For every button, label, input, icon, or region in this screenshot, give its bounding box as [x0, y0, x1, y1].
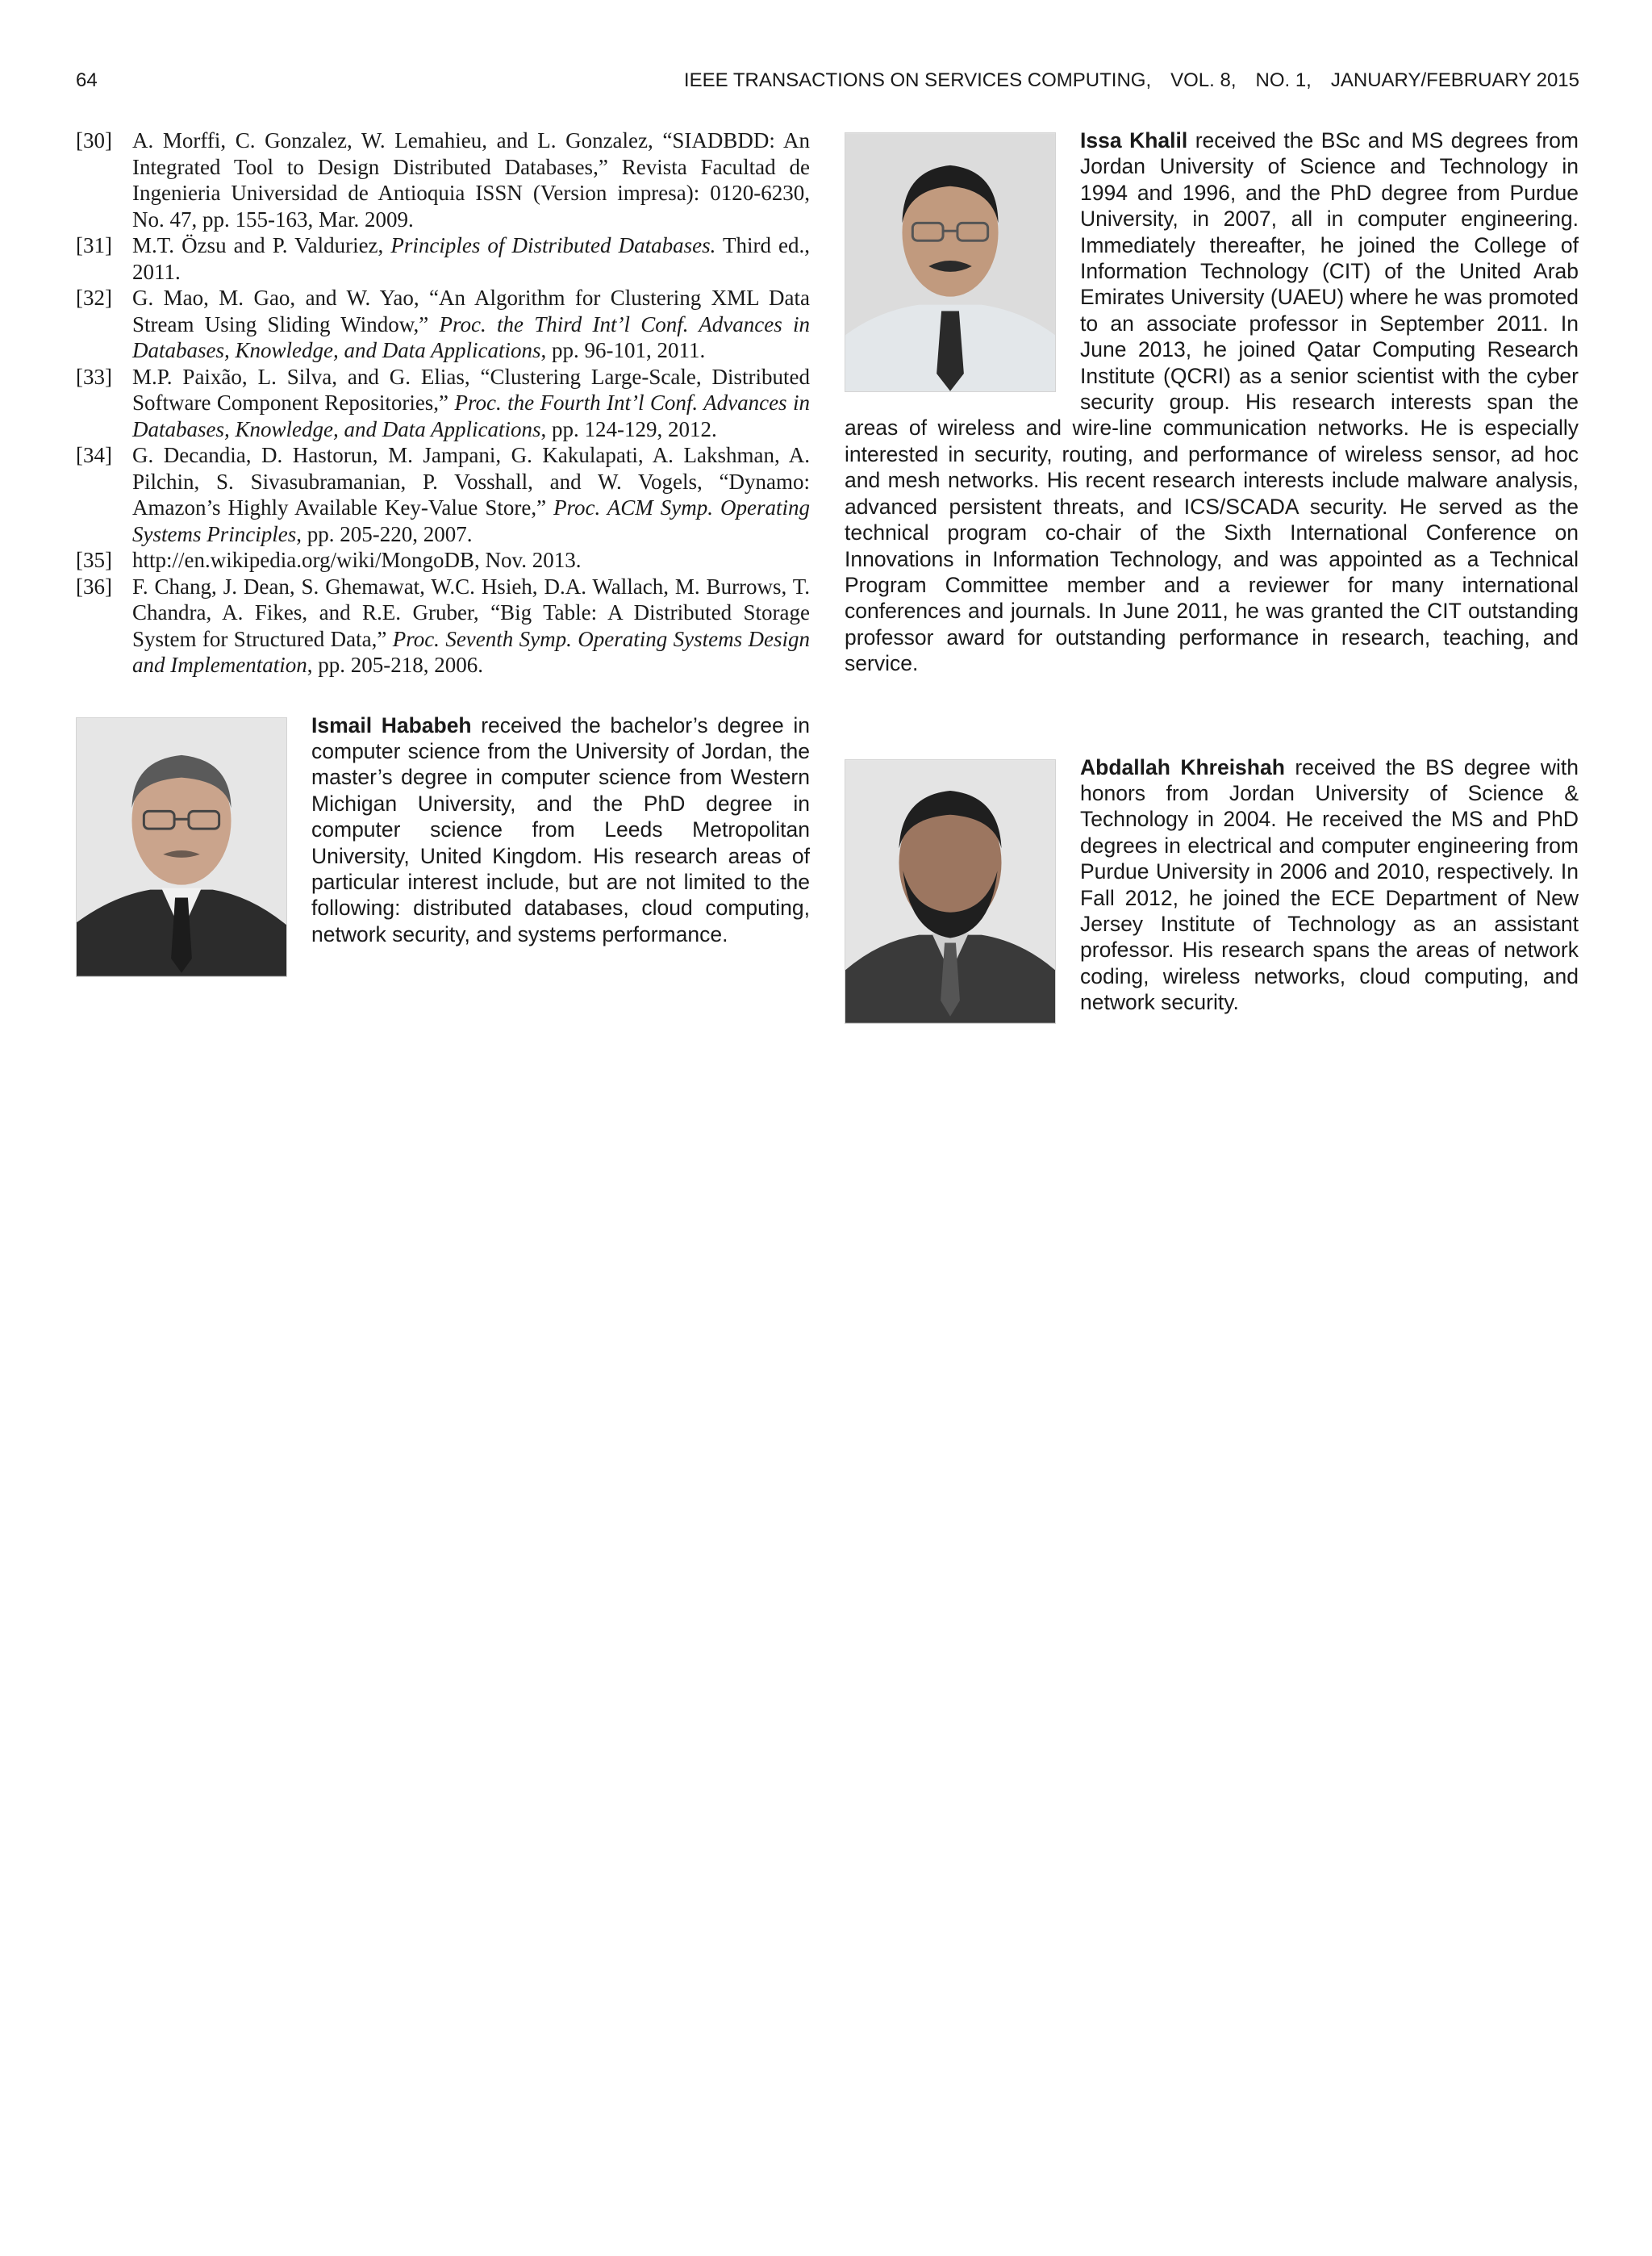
- reference-number: [36]: [76, 574, 112, 599]
- journal-issue: NO. 1,: [1255, 69, 1312, 91]
- author-name: Ismail Hababeh: [311, 712, 472, 737]
- reference-item: [76, 442, 810, 547]
- reference-item: [76, 232, 810, 285]
- reference-text: G. Decandia, D. Hastorun, M. Jampani, G. Kakulapati, A. Lakshman, A. Pilchin, S. Sivasubramanian, P. Vosshall, and W. Vogels, “Dynamo: Amazon’s Highly Available Key-Value Store,”: [132, 443, 810, 520]
- reference-venue: Proc. Seventh Symp. Operating Systems Design and Implementation: [132, 626, 810, 677]
- bio-ismail-hababeh: [76, 712, 810, 980]
- reference-number: [31]: [76, 233, 112, 257]
- portrait-image: [845, 760, 1055, 1023]
- bio-abdallah-khreishah: [845, 754, 1579, 1027]
- running-header: [76, 69, 1579, 102]
- reference-text: F. Chang, J. Dean, S. Ghemawat, W.C. Hsieh, D.A. Wallach, M. Burrows, T. Chandra, A. Fikes, and R.E. Gruber, “Big Table: A Distributed Storage System for Structured Data,”: [132, 574, 810, 651]
- bio-issa-khalil: [845, 127, 1579, 677]
- journal-name: IEEE TRANSACTIONS ON SERVICES COMPUTING,: [683, 69, 1152, 91]
- reference-venue: Proc. the Fourth Int’l Conf. Advances in Databases, Knowledge, and Data Applications: [132, 391, 810, 441]
- reference-details: , pp. 205-218, 2006.: [307, 653, 483, 677]
- reference-item: [76, 285, 810, 364]
- reference-text: M.P. Paixão, L. Silva, and G. Elias, “Clustering Large-Scale, Distributed Software Component Repositories,”: [132, 364, 810, 415]
- reference-number: [30]: [76, 128, 112, 152]
- right-column: [845, 127, 1579, 1027]
- journal-info: [684, 69, 1579, 92]
- reference-details: , pp. 96-101, 2011.: [540, 338, 706, 362]
- reference-item: [76, 364, 810, 443]
- journal-date: JANUARY/FEBRUARY 2015: [1330, 69, 1579, 91]
- author-bio-text: received the bachelor’s degree in computer science from the University of Jordan, the master’s degree in computer science from Western Michigan University, and the PhD degree in computer science from Leeds Metropolitan University, United Kingdom. His research areas of particular interest include, but are not limited to the following: distributed databases, cloud computing, network security, and systems performance.: [311, 712, 810, 946]
- reference-number: [35]: [76, 548, 112, 572]
- journal-volume: VOL. 8,: [1170, 69, 1237, 91]
- reference-details: Third ed., 2011.: [132, 233, 811, 284]
- author-photo-issa: [845, 132, 1056, 392]
- reference-venue: Principles of Distributed Databases.: [390, 233, 716, 257]
- reference-text: A. Morffi, C. Gonzalez, W. Lemahieu, and L. Gonzalez, “SIADBDD: An Integrated Tool to Design Distributed Databases,” Revista Facultad de Ingenieria Universidad de Antioquia ISSN (Version impresa): 0120-6230, No. 47, pp. 155-163, Mar. 2009.: [132, 128, 810, 232]
- left-column: [76, 127, 810, 980]
- author-name: Abdallah Khreishah: [1080, 754, 1285, 779]
- reference-list: [76, 127, 810, 679]
- author-bio-text: received the BSc and MS degrees from Jordan University of Science and Technology in 1994 and 1996, and the PhD degree from Purdue University, in 2007, all in computer engineering. Immediately thereafter, he joined the College of Information Technology (CIT) of the United Arab Emirates University (UAEU) where he was promoted to an associate professor in September 2011. In June 2013, he joined Qatar Computing Research Institute (QCRI) as a senior scientist with the cyber security group. His research interests span the areas of wireless and wire-line communication networks. He is especially interested in security, routing, and performance of wireless sensor, ad hoc and mesh networks. His recent research interests include malware analysis, advanced persistent threats, and ICS/SCADA security. He served as the technical program co-chair of the Sixth International Conference on Innovations in Information Technology, and was appointed as a Technical Program Committee member and a reviewer for many international conferences and journals. In June 2011, he was granted the CIT outstanding professor award for outstanding performance in research, teaching, and service.: [845, 128, 1579, 676]
- reference-number: [34]: [76, 443, 112, 467]
- reference-item: [76, 574, 810, 679]
- author-photo-abdallah: [845, 759, 1056, 1024]
- author-name: Issa Khalil: [1080, 128, 1188, 152]
- reference-item: [76, 547, 810, 574]
- reference-venue: Proc. ACM Symp. Operating Systems Principles: [132, 495, 810, 546]
- reference-item: [76, 127, 810, 232]
- reference-link[interactable]: http://en.wikipedia.org/wiki/MongoDB, Nov. 2013.: [132, 548, 582, 572]
- reference-venue: Proc. the Third Int’l Conf. Advances in Databases, Knowledge, and Data Applications: [132, 311, 811, 362]
- portrait-image: [845, 133, 1055, 391]
- reference-details: , pp. 124-129, 2012.: [540, 416, 717, 441]
- reference-number: [32]: [76, 286, 112, 310]
- reference-details: , pp. 205-220, 2007.: [296, 521, 473, 546]
- reference-text: M.T. Özsu and P. Valduriez,: [132, 233, 391, 257]
- author-bio-text: received the BS degree with honors from Jordan University of Science & Technology in 2004. He received the MS and PhD degrees in electrical and computer engineering from Purdue University in 2006 and 2010, respectively. In Fall 2012, he joined the ECE Department of New Jersey Institute of Technology as an assistant professor. His research spans the areas of network coding, wireless networks, cloud computing, and network security.: [1080, 754, 1579, 1015]
- author-photo-ismail: [76, 717, 287, 977]
- portrait-image: [77, 718, 286, 976]
- reference-number: [33]: [76, 364, 112, 389]
- page-number: 64: [76, 69, 98, 91]
- reference-text: G. Mao, M. Gao, and W. Yao, “An Algorithm for Clustering XML Data Stream Using Sliding Window,”: [132, 286, 810, 336]
